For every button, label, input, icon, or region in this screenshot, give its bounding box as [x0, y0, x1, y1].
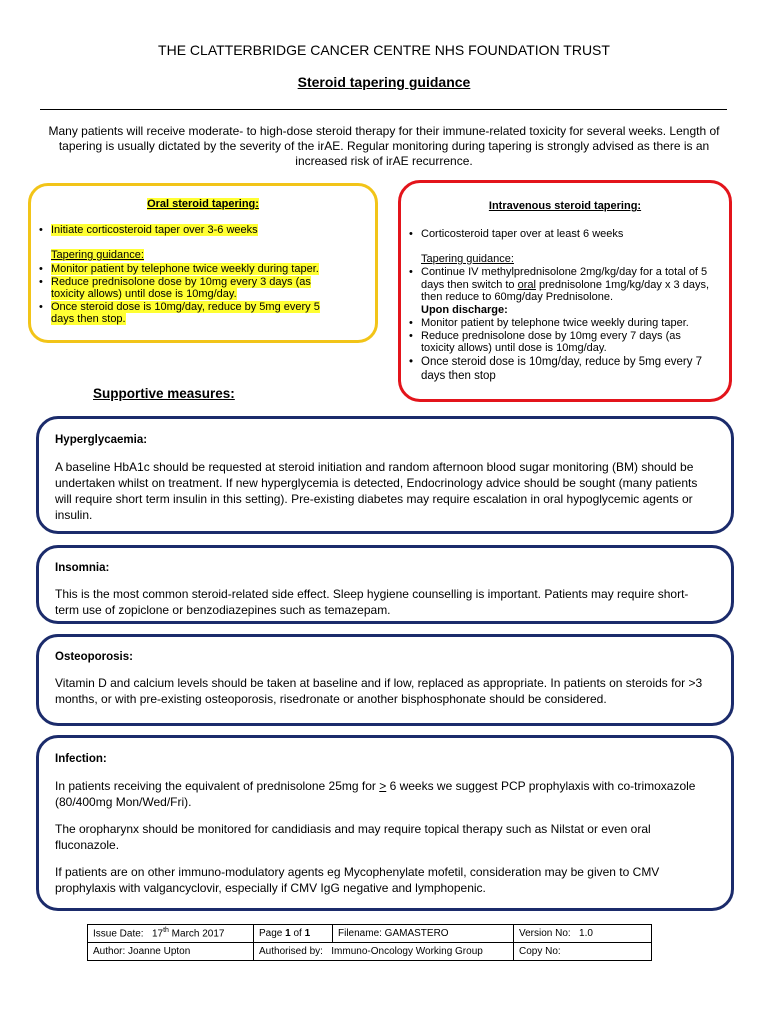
hyperglycaemia-text: A baseline HbA1c should be requested at steroid initiation and random afternoon blood sugar monitoring (BM) should be undertaken whilst on treatment. If new hyperglycemia is detected, Endocrinology advice should be sought (many patients will require short term insulin in this setting). Pre-existing diabetes may require escalation in oral hypoglycemic agents or insulin. — [55, 460, 698, 522]
iv-discharge-list — [409, 317, 713, 383]
list-item: • Once steroid dose is 10mg/day, reduce by 5mg every 5 days then stop. — [39, 301, 345, 326]
infection-paragraph-pcp: In patients receiving the equivalent of prednisolone 25mg for > 6 weeks we suggest PCP prophylaxis with co-trimoxazole (80/400mg Mon/Wed/Fri). — [55, 779, 696, 809]
infection-box — [36, 735, 734, 911]
infection-paragraph-cmv: If patients are on other immuno-modulatory agents eg Mycophenylate mofetil, consideration may be given to CMV prophylaxis with valgancyclovir, especially if CMV IgG negative and lymphopenic. — [55, 865, 660, 895]
list-item: • Monitor patient by telephone twice weekly during taper. — [409, 317, 713, 330]
list-item: • Corticosteroid taper over at least 6 weeks — [409, 228, 719, 241]
iv-heading: Intravenous steroid tapering: — [488, 200, 642, 212]
document-control-table — [87, 924, 652, 961]
trust-name: THE CLATTERBRIDGE CANCER CENTRE NHS FOUNDATION TRUST — [158, 42, 610, 58]
osteoporosis-box — [36, 634, 734, 726]
copy-cell: Copy No: — [514, 943, 652, 961]
hyperglycaemia-box — [36, 416, 734, 534]
version-cell: Version No: 1.0 — [514, 925, 652, 943]
oral-tapering-box — [28, 183, 378, 343]
table-row — [88, 925, 652, 943]
supportive-measures-title: Supportive measures: — [93, 386, 235, 401]
insomnia-box — [36, 545, 734, 624]
title-divider — [40, 109, 727, 110]
list-item: • Once steroid dose is 10mg/day, reduce by 5mg every 7 days then stop — [409, 355, 713, 383]
osteoporosis-heading: Osteoporosis: — [55, 651, 133, 663]
oral-initiate-list — [39, 224, 361, 237]
issue-date-cell: Issue Date: 17th March 2017 — [88, 925, 254, 943]
infection-paragraph-oropharynx: The oropharynx should be monitored for candidiasis and may require topical therapy such as Nilstat or even oral fluconazole. — [55, 822, 651, 852]
list-item: • Initiate corticosteroid taper over 3-6 weeks — [39, 224, 361, 237]
list-item: • Monitor patient by telephone twice weekly during taper. — [39, 263, 345, 276]
osteoporosis-text: Vitamin D and calcium levels should be taken at baseline and if low, replaced as appropriate. In patients on steroids for >3 months, or with pre-existing osteoporosis, risedronate or another bisphosphonate should be considered. — [55, 676, 703, 706]
author-cell: Author: Joanne Upton — [88, 943, 254, 961]
filename-cell: Filename: GAMASTERO — [333, 925, 514, 943]
list-item: • Reduce prednisolone dose by 10mg every 3 days (as toxicity allows) until dose is 10mg/day. — [39, 276, 345, 301]
list-item: • Reduce prednisolone dose by 10mg every 7 days (as toxicity allows) until dose is 10mg/day. — [409, 330, 713, 355]
oral-guidance-list — [39, 263, 345, 326]
iv-discharge-label: Upon discharge: — [421, 304, 508, 316]
document-title: Steroid tapering guidance — [297, 74, 471, 90]
infection-heading: Infection: — [55, 753, 107, 765]
list-item: • Continue IV methylprednisolone 2mg/kg/day for a total of 5 days then switch to oral prednisolone 1mg/kg/day x 3 days, then reduce to 60mg/day Prednisolone. — [409, 266, 713, 304]
intro-paragraph: Many patients will receive moderate- to high-dose steroid therapy for their immune-related toxicity for several weeks. Length of tapering is usually dictated by the severity of the irAE. Regular monitoring during tapering is strongly advised as there is an increased risk of irAE recurrence. — [48, 124, 720, 168]
iv-guidance-label: Tapering guidance: — [421, 253, 514, 265]
insomnia-heading: Insomnia: — [55, 562, 110, 574]
hyperglycaemia-heading: Hyperglycaemia: — [55, 434, 148, 446]
oral-heading: Oral steroid tapering: — [147, 198, 259, 210]
authorised-cell: Authorised by: Immuno-Oncology Working Group — [254, 943, 514, 961]
iv-initiate-list — [409, 228, 719, 241]
oral-guidance-label: Tapering guidance: — [51, 249, 144, 261]
page-cell: Page 1 of 1 — [254, 925, 333, 943]
table-row — [88, 943, 652, 961]
iv-continue-list — [409, 266, 713, 304]
insomnia-text: This is the most common steroid-related side effect. Sleep hygiene counselling is important. Patients may require short-term use of zopiclone or benzodiazepines such as temazepam. — [55, 587, 689, 617]
iv-tapering-box — [398, 180, 732, 402]
